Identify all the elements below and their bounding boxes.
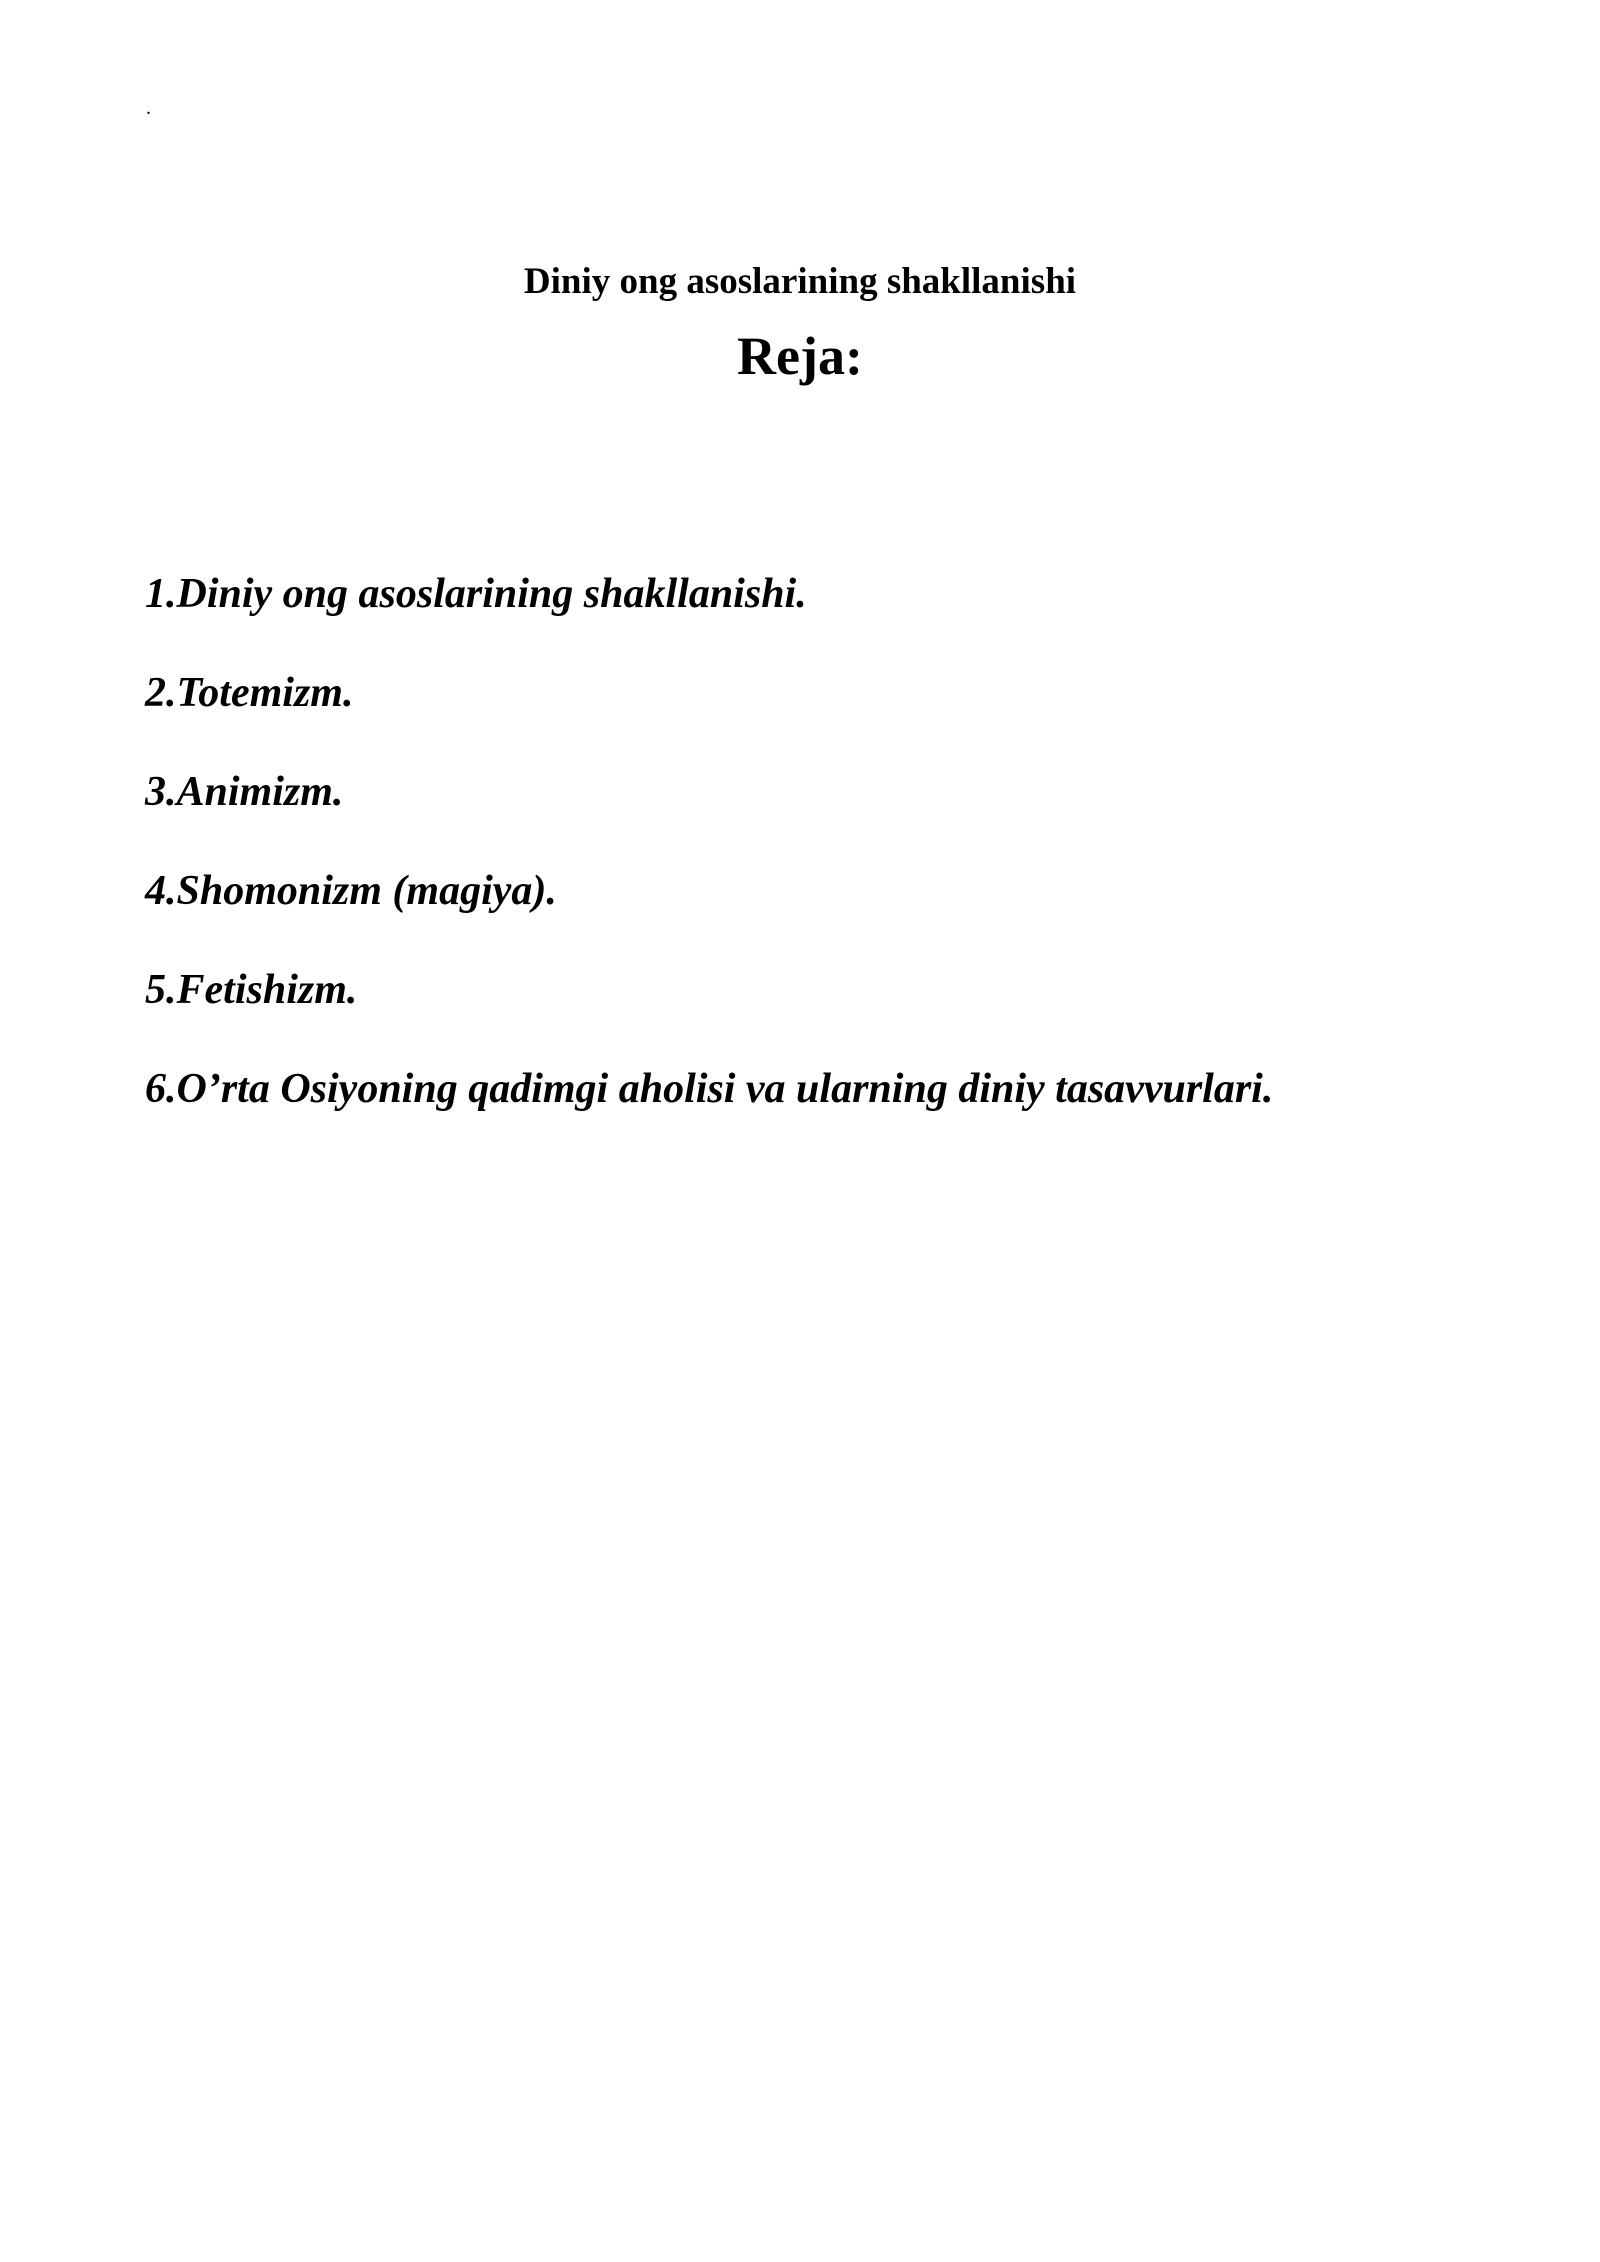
plan-heading: Reja: bbox=[737, 326, 863, 386]
plan-item-3: 3.Animizm. bbox=[145, 769, 344, 815]
plan-list bbox=[145, 567, 1485, 1161]
plan-item-1: 1.Diniy ong asoslarining shakllanishi. bbox=[145, 571, 807, 617]
plan-item-4: 4.Shomonizm (magiya). bbox=[145, 868, 557, 914]
plan-item-2: 2.Totemizm. bbox=[145, 670, 354, 716]
plan-item-6: 6.O’rta Osiyoning qadimgi aholisi va ularning diniy tasavvurlari. bbox=[145, 1066, 1274, 1112]
corner-mark: . bbox=[146, 97, 151, 119]
plan-item-5: 5.Fetishizm. bbox=[145, 967, 358, 1013]
document-title: Diniy ong asoslarining shakllanishi bbox=[523, 261, 1077, 302]
